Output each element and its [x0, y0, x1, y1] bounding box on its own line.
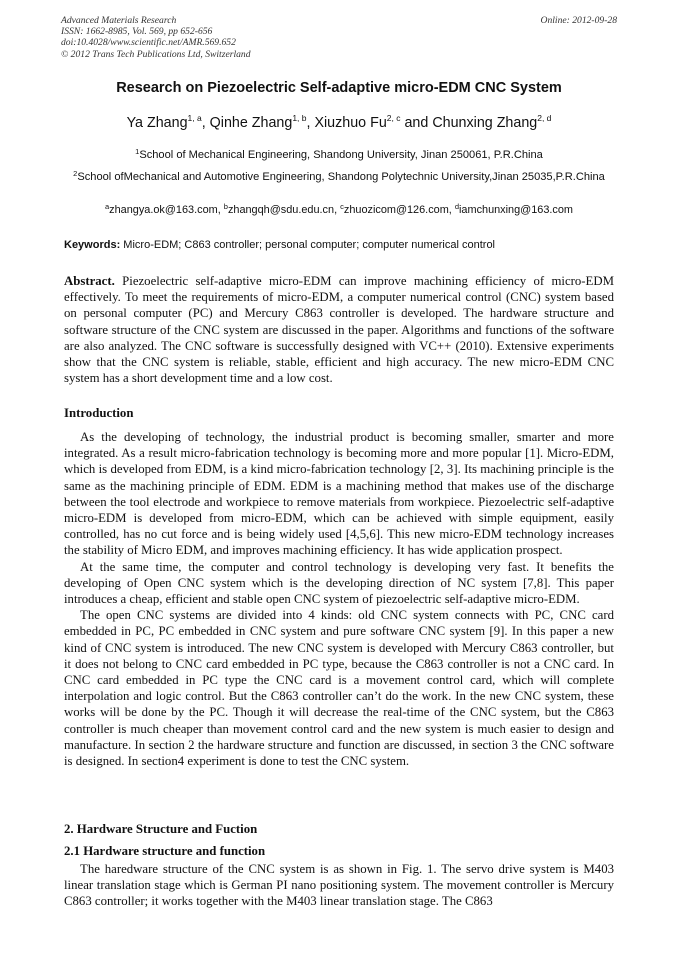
journal-copyright: © 2012 Trans Tech Publications Ltd, Switzerland — [61, 48, 251, 60]
section-2-heading: 2. Hardware Structure and Fuction — [64, 822, 258, 836]
email-link[interactable]: zhangqh@sdu.edu.cn — [227, 204, 335, 216]
paragraph: The open CNC systems are divided into 4 kinds: old CNC system connects with PC, CNC card embedded in PC, PC embedded in CNC system and pure software CNC system [9]. In this paper a new kind of CNC system is introduced. The new CNC system is developed with Mercury C863 controller, but it does not belong to CNC card embedded in PC type, because the C863 controller is not a CNC card. In CNC card embedded in PC type the CNC card is a movement control card, which will complete interpolation and logic control. But the C863 controller can’t do the work. In the new CNC system, these works will be done by the PC. Though it will decrease the real-time of the CNC system, but the C863 controller is much cheaper than movement control card and the new system is much easier to design and manufacture. In section 2 the hardware structure and function are discussed, in section 3 the CNC software is designed. In section4 experiment is done to test the CNC system. — [64, 608, 614, 769]
email-link[interactable]: zhuozicom@126.com — [343, 204, 449, 216]
journal-name: Advanced Materials Research — [61, 15, 177, 26]
author-name: Chunxing Zhang — [432, 115, 538, 131]
journal-header — [61, 15, 617, 60]
email-list: $^a$zhangya.ok@163.com, $^b$zhangqh@sdu.edu.cn, $^c$zhuozicom@126.com, $^d$iamchunxing@163.com — [105, 202, 573, 216]
abstract — [64, 273, 614, 386]
author-list: Ya Zhang$^{1, a}$, Qinhe Zhang$^{1, b}$, Xiuzhuo Fu$^{2, c}$ and Chunxing Zhang$^{2, d}$ — [126, 113, 552, 131]
section-2-1-heading: 2.1 Hardware structure and function — [64, 844, 266, 858]
paragraph: The haredware structure of the CNC system is as shown in Fig. 1. The servo drive system is M403 linear translation stage which is German PI nano positioning system. The movement controller is Mercury C863 controller; it works together with the M403 linear translation stage. The C863 — [64, 862, 614, 909]
author-affiliation-mark: 1, a — [187, 113, 202, 123]
keywords — [64, 239, 620, 251]
paragraph: At the same time, the computer and control technology is developing very fast. It benefits the developing of Open CNC system which is the developing direction of NC system [7,8]. This paper introduces a cheap, efficient and stable open CNC system of piezoelectric self-adaptive micro-EDM. — [64, 559, 614, 607]
affiliation-1: $^1$School of Mechanical Engineering, Shandong University, Jinan 250061, P.R.China — [135, 147, 543, 161]
author-name: Xiuzhuo Fu — [314, 115, 387, 131]
journal-issn: ISSN: 1662-8985, Vol. 569, pp 652-656 — [61, 26, 213, 38]
affiliation-2: $^2$School ofMechanical and Automotive Engineering, Shandong Polytechnic University,Jinan 25035,P.R.China — [73, 169, 605, 183]
section-2-1-body — [64, 861, 614, 910]
author-affiliation-mark: 2, c — [386, 113, 401, 123]
journal-doi[interactable]: doi:10.4028/www.scientific.net/AMR.569.652 — [61, 37, 236, 49]
keywords-text: Micro-EDM; C863 controller; personal computer; computer numerical control — [120, 239, 496, 251]
author-name: Ya Zhang — [126, 115, 188, 131]
abstract-label: Abstract. — [64, 274, 115, 288]
introduction-body — [64, 429, 614, 769]
paragraph: As the developing of technology, the industrial product is becoming smaller, smarter and more integrated. As a result micro-fabrication technology is becoming more and more popular [1]. Micro-EDM, which is developed from EDM, is a kind micro-fabrication technology [2, 3]. Its machining principle is the same as the machining principle of EDM. EDM is a machining method that makes use of the discharge between the tool electrode and workpiece to remove materials from workpiece. Piezoelectric self-adaptive micro-EDM is developed from micro-EDM, which can be achieved with simple equipment, easily controlled, has no cut force and is being widely used [4,5,6]. This new micro-EDM technology increases the stability of Micro EDM, and improves machining efficiency. It has wide application prospect. — [64, 430, 614, 558]
online-date: Online: 2012-09-28 — [540, 15, 617, 26]
abstract-text: Piezoelectric self-adaptive micro-EDM can improve machining efficiency of micro-EDM effectively. To meet the requirements of micro-EDM, a computer numerical control (CNC) system based on personal computer (PC) and Mercury C863 controller is developed. The hardware structure and software structure of the CNC system are discussed in the paper. Algorithms and functions of the software are also analyzed. The CNC software is successfully designed with VC++ (2010). Extensive experiments show that the CNC system is reliable, stable, efficient and high accuracy. The new micro-EDM CNC system has a short development time and a low cost. — [64, 274, 614, 386]
keywords-label: Keywords: — [64, 239, 121, 251]
paper-title: Research on Piezoelectric Self-adaptive micro-EDM CNC System — [116, 80, 562, 96]
email-link[interactable]: iamchunxing@163.com — [459, 204, 573, 216]
author-name: Qinhe Zhang — [209, 115, 293, 131]
author-affiliation-mark: 1, b — [292, 113, 307, 123]
email-link[interactable]: zhangya.ok@163.com — [109, 204, 218, 216]
author-affiliation-mark: 2, d — [537, 113, 552, 123]
introduction-heading: Introduction — [64, 406, 134, 420]
